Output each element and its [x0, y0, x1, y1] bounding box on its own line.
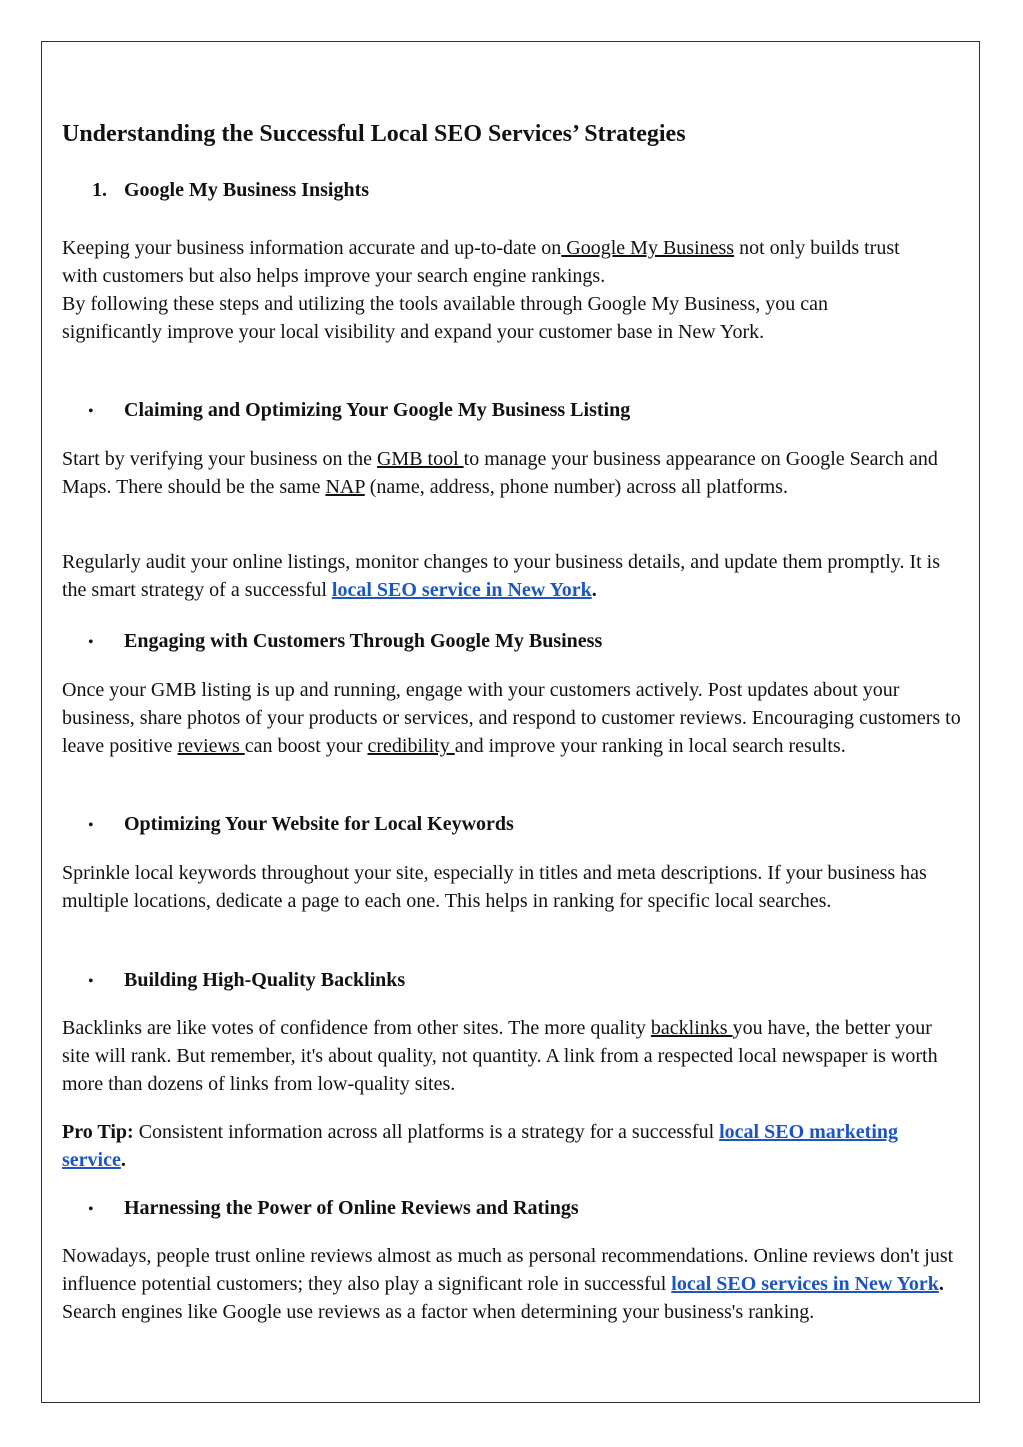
section-heading-gmb-insights — [92, 176, 369, 204]
pro-tip-paragraph — [62, 1118, 962, 1174]
text-run: . — [591, 579, 597, 601]
text-run: not only builds trust with customers but also helps improve your search engine rankings. — [62, 237, 900, 287]
section-number: 1. — [92, 179, 107, 201]
credibility-link[interactable]: credibility — [367, 735, 455, 757]
reviews-link[interactable]: reviews — [177, 735, 245, 757]
paragraph-verify — [62, 445, 962, 501]
text-run: (name, address, phone number) across all platforms. — [364, 476, 788, 498]
gmb-tool-link[interactable]: GMB tool — [376, 448, 464, 470]
bullet-heading-engaging — [88, 627, 602, 657]
text-run: to manage your business appearance on Google Search and Maps. There should be the same — [62, 448, 938, 498]
bullet-icon: • — [88, 973, 94, 990]
section-heading-text: Google My Business Insights — [124, 179, 370, 201]
text-run: . — [938, 1273, 944, 1295]
bullet-icon: • — [88, 403, 94, 420]
bullet-heading-text: Building High-Quality Backlinks — [124, 969, 406, 991]
paragraph-gmb-intro — [62, 234, 912, 346]
bullet-heading-keywords — [88, 810, 514, 840]
paragraph-engage — [62, 676, 962, 760]
nap-link[interactable]: NAP — [325, 476, 365, 498]
local-seo-service-new-york-link[interactable]: local SEO service in New York — [331, 579, 592, 601]
page-title: Understanding the Successful Local SEO Services’ Strategies — [62, 121, 686, 147]
bullet-heading-text: Claiming and Optimizing Your Google My Business Listing — [124, 399, 631, 421]
local-seo-services-new-york-link[interactable]: local SEO services in New York — [671, 1273, 939, 1295]
text-run: you have, the better your site will rank. But remember, it's about quality, not quantity. A link from a respected local newspaper is worth more than dozens of links from low-quality sites. — [62, 1017, 938, 1095]
bullet-icon: • — [88, 1201, 94, 1218]
google-my-business-link[interactable]: Google My Business — [561, 237, 735, 259]
paragraph-audit — [62, 548, 962, 604]
text-run: and improve your ranking in local search results. — [454, 735, 846, 757]
text-run: Backlinks are like votes of confidence from other sites. The more quality — [62, 1017, 651, 1039]
text-run: Regularly audit your online listings, monitor changes to your business details, and update them promptly. It is the smart strategy of a successful — [62, 551, 941, 601]
bullet-heading-backlinks — [88, 966, 405, 996]
pro-tip-label: Pro Tip: — [62, 1121, 134, 1143]
paragraph-keywords: Sprinkle local keywords throughout your site, especially in titles and meta descriptions. If your business has multiple locations, dedicate a page to each one. This helps in ranking for specific local searches. — [62, 862, 927, 912]
text-run: . — [120, 1149, 126, 1171]
text-run: Keeping your business information accurate and up-to-date on — [62, 237, 562, 259]
bullet-heading-text: Harnessing the Power of Online Reviews and Ratings — [124, 1197, 579, 1219]
bullet-heading-reviews — [88, 1194, 579, 1224]
text-run: Consistent information across all platforms is a strategy for a successful — [133, 1121, 720, 1143]
bullet-icon: • — [88, 634, 94, 651]
backlinks-link[interactable]: backlinks — [650, 1017, 733, 1039]
text-run: Search engines like Google use reviews as a factor when determining your business's ranking. — [62, 1301, 815, 1323]
bullet-heading-text: Optimizing Your Website for Local Keywords — [124, 813, 514, 835]
bullet-heading-claiming — [88, 396, 630, 426]
text-run: By following these steps and utilizing the tools available through Google My Business, you can significantly improve your local visibility and expand your customer base in New York. — [62, 293, 829, 343]
text-run: can boost your — [244, 735, 368, 757]
text-run: Start by verifying your business on the — [62, 448, 377, 470]
bullet-icon: • — [88, 817, 94, 834]
paragraph-reviews — [62, 1242, 962, 1326]
text-run: Once your GMB listing is up and running, engage with your customers actively. Post updates about your business, share photos of your products or services, and respond to customer reviews. Encouraging customers to leave positive — [62, 679, 961, 757]
bullet-heading-text: Engaging with Customers Through Google My Business — [124, 630, 603, 652]
local-seo-marketing-service-link[interactable]: local SEO marketing service — [62, 1121, 899, 1171]
text-run: Nowadays, people trust online reviews almost as much as personal recommendations. Online reviews don't just influence potential customers; they also play a significant role in successful — [62, 1245, 954, 1295]
paragraph-backlinks — [62, 1014, 962, 1098]
